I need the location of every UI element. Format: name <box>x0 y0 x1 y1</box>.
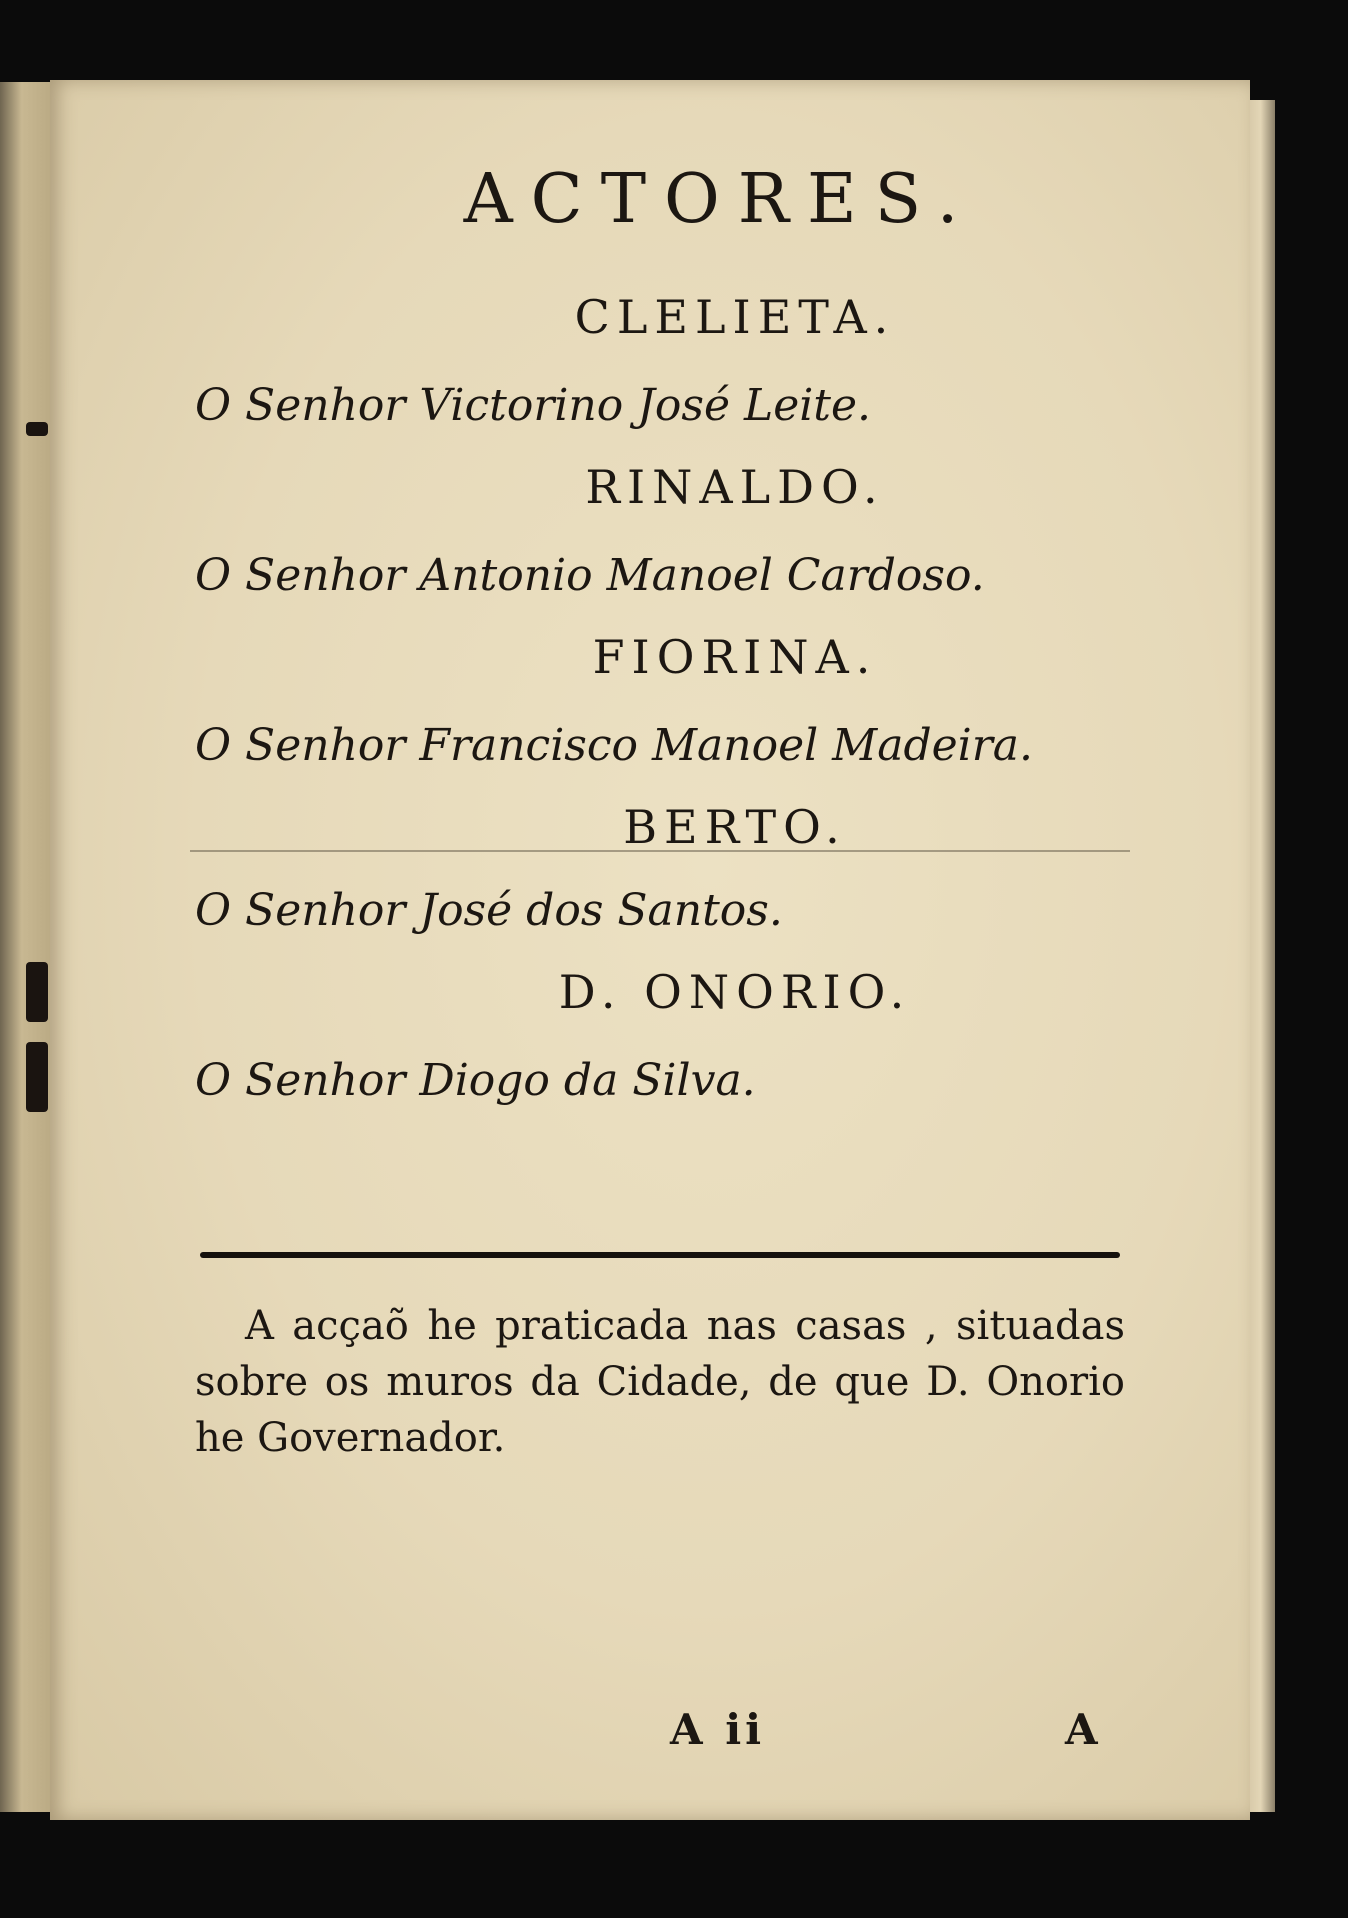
role-name: RINALDO. <box>585 460 885 514</box>
action-note: A acçaõ he praticada nas casas , situadas sobre os muros da Cidade, de que D. Onorio he Governador. <box>195 1303 1125 1461</box>
role-name: CLELIETA. <box>574 290 896 344</box>
previous-page-mark <box>26 422 48 436</box>
previous-page-mark <box>26 1042 48 1112</box>
catchword: A <box>1065 1705 1098 1754</box>
actor-name: O Senhor Diogo da Silva. <box>195 1055 756 1106</box>
previous-page-edge <box>0 82 54 1812</box>
book-page <box>50 80 1250 1820</box>
page-title: ACTORES. <box>463 160 977 239</box>
previous-page-mark <box>26 962 48 1022</box>
actor-name: O Senhor José dos Santos. <box>195 885 783 936</box>
role-name: D. ONORIO. <box>558 965 912 1019</box>
actor-name: O Senhor Antonio Manoel Cardoso. <box>195 550 985 601</box>
actor-name: O Senhor Victorino José Leite. <box>195 380 872 431</box>
horizontal-rule <box>200 1252 1120 1258</box>
signature-mark: A ii <box>670 1705 766 1754</box>
role-name: FIORINA. <box>592 630 878 684</box>
role-name: BERTO. <box>623 800 847 854</box>
actor-name: O Senhor Francisco Manoel Madeira. <box>195 720 1033 771</box>
